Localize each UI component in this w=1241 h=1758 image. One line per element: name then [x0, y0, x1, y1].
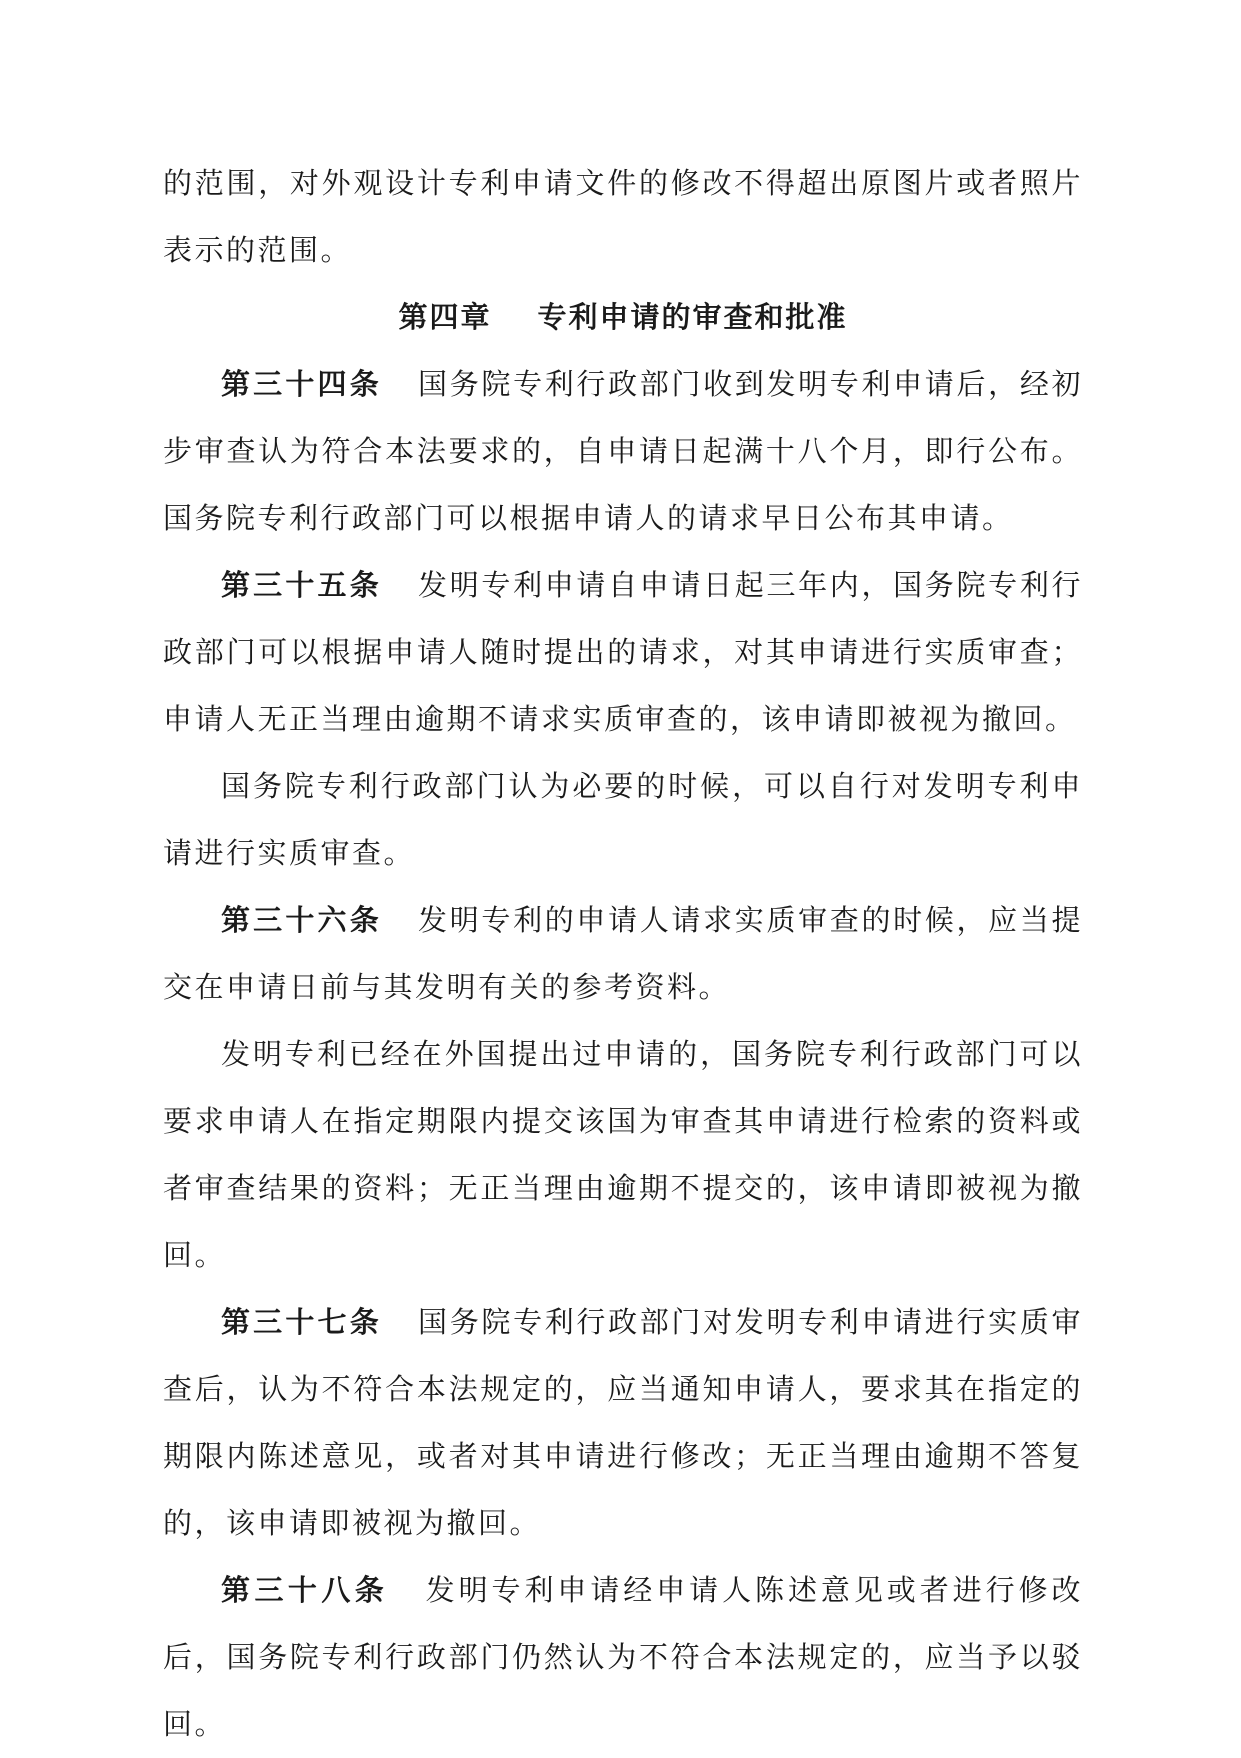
continuation-paragraph [163, 150, 1083, 284]
article-36-p2-text: 发明专利已经在外国提出过申请的，国务院专利行政部门可以要求申请人在指定期限内提交该国为审查其申请进行检索的资料或者审查结果的资料；无正当理由逾期不提交的，该申请即被视为撤回。 [163, 1037, 1083, 1272]
article-35-p2-text: 国务院专利行政部门认为必要的时候，可以自行对发明专利申请进行实质审查。 [163, 769, 1083, 870]
chapter-heading [163, 284, 1083, 351]
article-38 [163, 1557, 1083, 1758]
article-34-text: 国务院专利行政部门收到发明专利申请后，经初步审查认为符合本法要求的，自申请日起满十八个月，即行公布。国务院专利行政部门可以根据申请人的请求早日公布其申请。 [163, 367, 1083, 535]
article-35-paragraph-2 [163, 753, 1083, 887]
article-36-paragraph-2 [163, 1021, 1083, 1289]
article-38-title: 第三十八条 [221, 1573, 389, 1607]
article-36-title: 第三十六条 [221, 903, 382, 937]
chapter-title: 专利申请的审查和批准 [537, 300, 848, 334]
continuation-text: 的范围，对外观设计专利申请文件的修改不得超出原图片或者照片表示的范围。 [163, 166, 1083, 267]
article-34-title: 第三十四条 [221, 367, 382, 401]
article-35-title: 第三十五条 [221, 568, 382, 602]
document-page [163, 150, 1083, 1758]
article-37-title: 第三十七条 [221, 1305, 382, 1339]
article-36 [163, 887, 1083, 1021]
article-35-text: 发明专利申请自申请日起三年内，国务院专利行政部门可以根据申请人随时提出的请求，对其申请进行实质审查；申请人无正当理由逾期不请求实质审查的，该申请即被视为撤回。 [163, 568, 1083, 736]
article-38-text: 发明专利申请经申请人陈述意见或者进行修改后，国务院专利行政部门仍然认为不符合本法规定的，应当予以驳回。 [163, 1573, 1083, 1741]
chapter-number: 第四章 [398, 300, 492, 334]
article-35 [163, 552, 1083, 753]
article-36-text: 发明专利的申请人请求实质审查的时候，应当提交在申请日前与其发明有关的参考资料。 [163, 903, 1083, 1004]
article-34 [163, 351, 1083, 552]
article-37 [163, 1289, 1083, 1557]
article-37-text: 国务院专利行政部门对发明专利申请进行实质审查后，认为不符合本法规定的，应当通知申请人，要求其在指定的期限内陈述意见，或者对其申请进行修改；无正当理由逾期不答复的，该申请即被视为撤回。 [163, 1305, 1083, 1540]
